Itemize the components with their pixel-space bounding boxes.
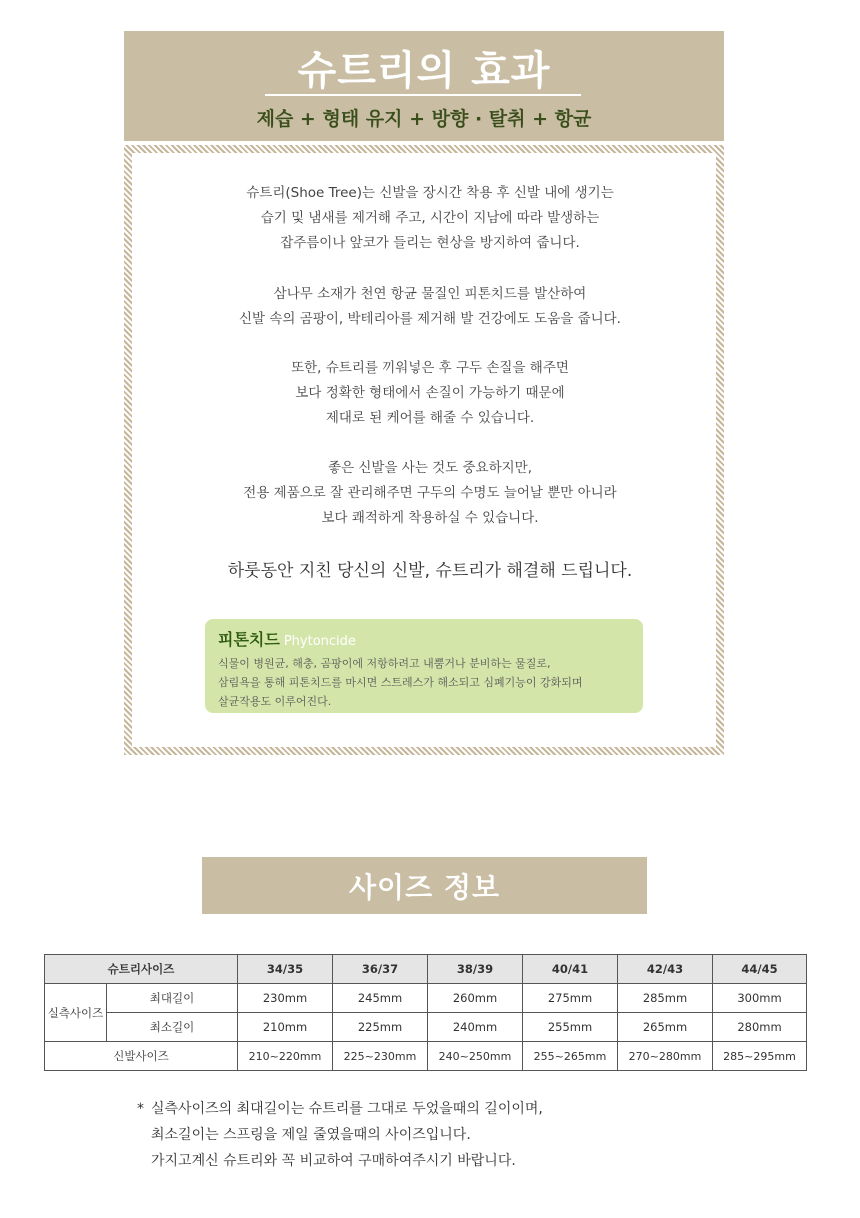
effects-closing: 하룻동안 지친 당신의 신발, 슈트리가 해결해 드립니다. (227, 561, 633, 581)
size-notes (137, 1096, 543, 1174)
table-cell: 230mm (238, 984, 333, 1013)
effects-paragraph-3 (0, 356, 860, 431)
text-line: 습기 및 냄새를 제거해 주고, 시간이 지남에 따라 발생하는 (260, 210, 600, 226)
phytoncide-description (218, 654, 635, 711)
table-header-cell: 34/35 (238, 955, 333, 984)
table-cell: 270~280mm (618, 1042, 713, 1071)
text-line: 좋은 신발을 사는 것도 중요하지만, (327, 460, 533, 476)
effects-title: 슈트리의 효과 (297, 48, 551, 94)
phytoncide-box (205, 619, 643, 713)
phytoncide-title-ko: 피톤치드 (218, 630, 280, 649)
table-cell: 240~250mm (428, 1042, 523, 1071)
note-text: 실측사이즈의 최대길이는 슈트리를 그대로 두었을때의 길이이며, (151, 1101, 543, 1117)
text-line: 보다 정확한 형태에서 손질이 가능하기 때문에 (295, 385, 565, 401)
size-info-title: 사이즈 정보 (349, 871, 500, 904)
table-cell: 285~295mm (713, 1042, 807, 1071)
table-cell: 210~220mm (238, 1042, 333, 1071)
effects-paragraph-1 (0, 181, 860, 256)
table-cell: 300mm (713, 984, 807, 1013)
table-cell: 265mm (618, 1013, 713, 1042)
shoe-size-label: 신발사이즈 (45, 1042, 238, 1071)
table-cell: 245mm (333, 984, 428, 1013)
text-line: 제대로 된 케어를 해줄 수 있습니다. (325, 410, 535, 426)
table-cell: 240mm (428, 1013, 523, 1042)
text-line: 삼림욕을 통해 피톤치드를 마시면 스트레스가 해소되고 심폐기능이 강화되며 (218, 676, 583, 689)
table-cell: 255~265mm (523, 1042, 618, 1071)
size-table (44, 954, 807, 1071)
table-cell: 210mm (238, 1013, 333, 1042)
text-line: 슈트리(Shoe Tree)는 신발을 장시간 착용 후 신발 내에 생기는 (246, 185, 614, 201)
effects-paragraph-2 (0, 282, 860, 332)
text-line: 잡주름이나 앞코가 들리는 현상을 방지하여 줍니다. (280, 235, 580, 251)
table-header-label: 슈트리사이즈 (45, 955, 238, 984)
phytoncide-title-en: Phytoncide (283, 634, 356, 649)
text-line: 삼나무 소재가 천연 항균 물질인 피톤치드를 발산하여 (273, 286, 587, 302)
text-line: 또한, 슈트리를 끼워넣은 후 구두 손질을 해주면 (291, 360, 569, 376)
note-line (137, 1096, 543, 1122)
effects-divider (265, 94, 581, 96)
text-line: 살균작용도 이루어진다. (218, 695, 332, 708)
note-line: 가지고계신 슈트리와 꼭 비교하여 구매하여주시기 바랍니다. (151, 1153, 516, 1169)
text-line: 식물이 병원균, 해충, 곰팡이에 저항하려고 내뿜거나 분비하는 물질로, (218, 657, 551, 670)
table-cell: 280mm (713, 1013, 807, 1042)
text-line: 보다 쾌적하게 착용하실 수 있습니다. (321, 510, 539, 526)
text-line: 신발 속의 곰팡이, 박테리아를 제거해 발 건강에도 도움을 줍니다. (239, 311, 621, 327)
table-row (45, 1042, 807, 1071)
table-cell: 225mm (333, 1013, 428, 1042)
table-cell: 275mm (523, 984, 618, 1013)
effects-subtitle: 제습 + 형태 유지 + 방향 · 탈취 + 항균 (256, 108, 592, 130)
note-star: * (137, 1101, 144, 1117)
table-row (45, 1013, 807, 1042)
table-header-cell: 42/43 (618, 955, 713, 984)
table-header-cell: 40/41 (523, 955, 618, 984)
size-info-header (202, 857, 647, 914)
table-header-cell: 38/39 (428, 955, 523, 984)
min-length-label: 최소길이 (107, 1013, 238, 1042)
table-header-row (45, 955, 807, 984)
effects-paragraph-4 (0, 456, 860, 531)
table-cell: 260mm (428, 984, 523, 1013)
phytoncide-title (218, 627, 356, 650)
table-row (45, 984, 807, 1013)
text-line: 전용 제품으로 잘 관리해주면 구두의 수명도 늘어날 뿐만 아니라 (243, 485, 617, 501)
max-length-label: 최대길이 (107, 984, 238, 1013)
effects-header (124, 31, 724, 141)
table-header-cell: 36/37 (333, 955, 428, 984)
note-line: 최소길이는 스프링을 제일 줄였을때의 사이즈입니다. (151, 1127, 471, 1143)
table-cell: 285mm (618, 984, 713, 1013)
table-cell: 225~230mm (333, 1042, 428, 1071)
table-cell: 255mm (523, 1013, 618, 1042)
measured-size-label: 실측사이즈 (45, 984, 107, 1042)
table-header-cell: 44/45 (713, 955, 807, 984)
